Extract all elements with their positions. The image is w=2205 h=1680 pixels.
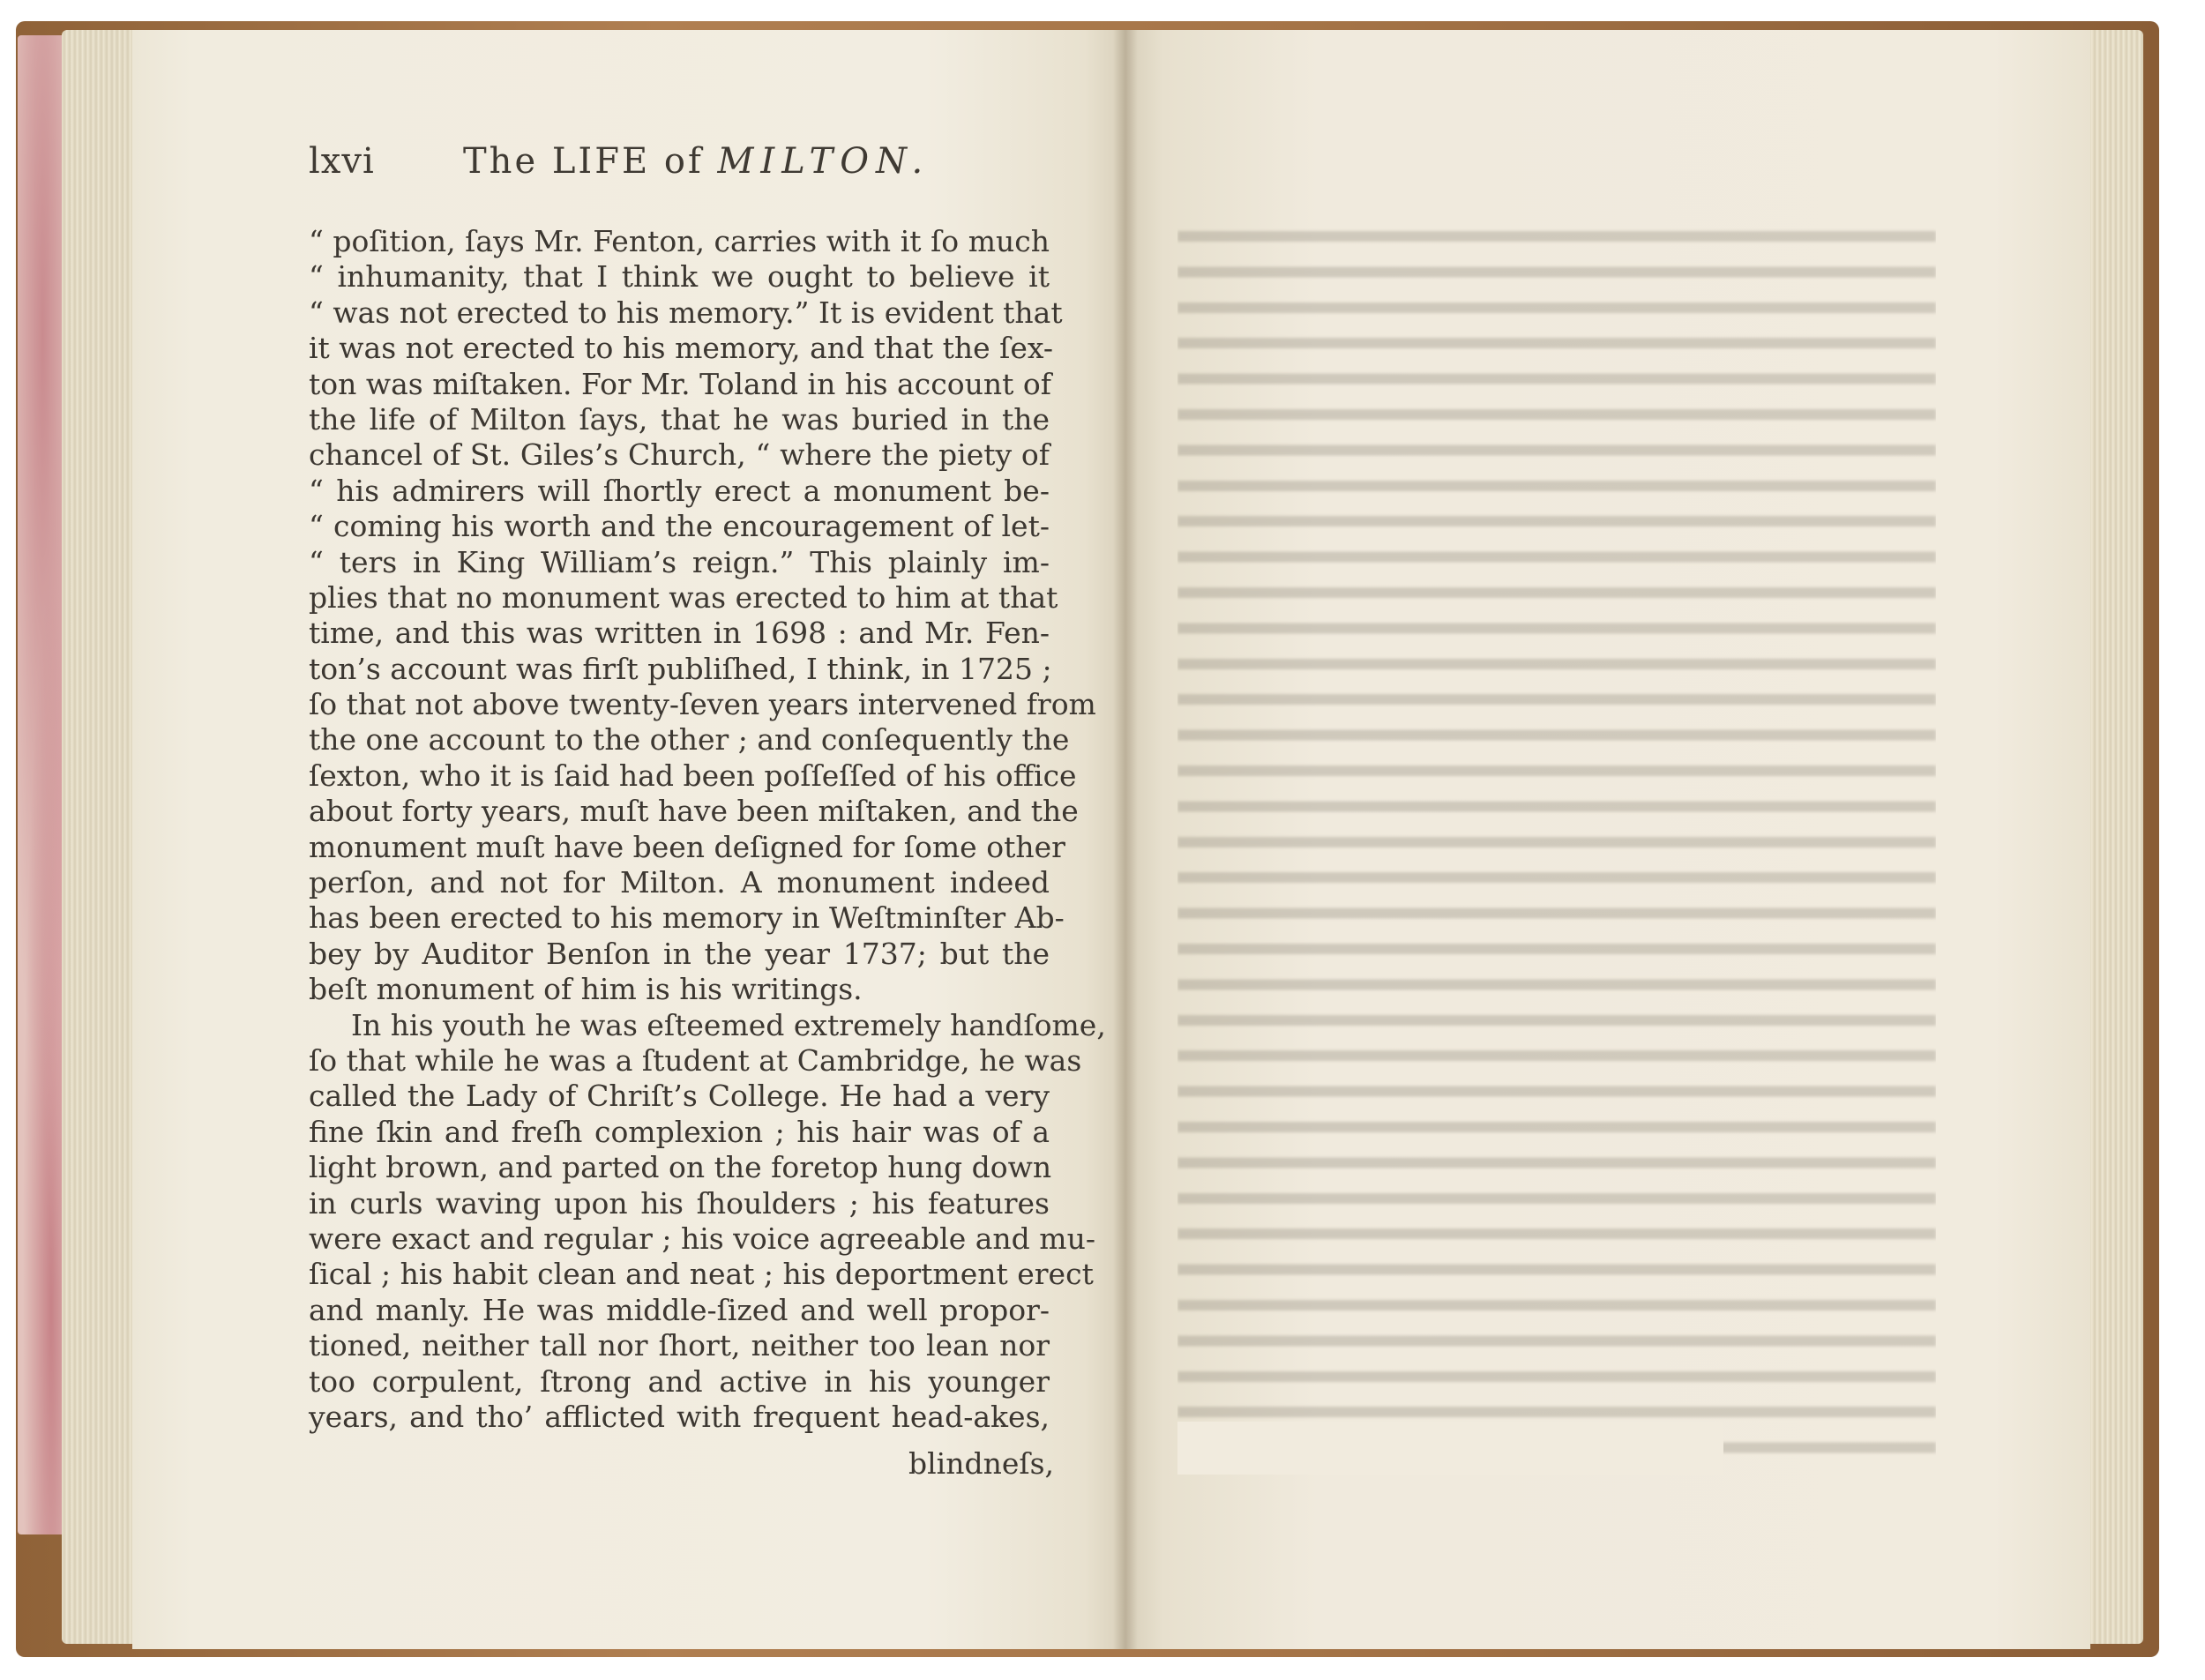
text-line: the one account to the other ; and conſequently the (309, 722, 1070, 758)
page-edges-left (62, 30, 141, 1644)
text-line: “ ters in King William’s reign.” This plainly im- (309, 544, 1050, 579)
text-line: years, and tho’ afflicted with frequent head-akes, (309, 1399, 1050, 1434)
text-line: were exact and regular ; his voice agreeable and mu- (309, 1221, 1095, 1256)
show-through-header (1305, 150, 1976, 194)
show-through-text (1177, 220, 1936, 1473)
text-line: ton was miſtaken. For Mr. Toland in his account of (309, 366, 1051, 401)
text-line: “ his admirers will ſhortly erect a monument be- (309, 473, 1050, 508)
running-title (463, 141, 930, 182)
book-gutter (1113, 30, 1138, 1649)
text-line: ſical ; his habit clean and neat ; his deportment erect (309, 1257, 1094, 1292)
text-line: time, and this was written in 1698 : and Mr. Fen- (309, 616, 1050, 651)
show-through-mask (1177, 1422, 1936, 1475)
running-title-prefix: The LIFE of (463, 141, 704, 182)
catchword: blindneſs, (908, 1446, 1055, 1481)
text-line: monument muſt have been deſigned for ſome other (309, 829, 1065, 864)
text-line: too corpulent, ſtrong and active in his younger (309, 1363, 1050, 1399)
text-line: chancel of St. Giles’s Church, “ where the piety of (309, 437, 1050, 473)
text-line: and manly. He was middle-ſized and well propor- (309, 1292, 1050, 1327)
text-line: in curls waving upon his ſhoulders ; his features (309, 1185, 1050, 1221)
text-line: beſt monument of him is his writings. (309, 972, 863, 1007)
text-line: “ coming his worth and the encouragement of let- (309, 509, 1050, 544)
text-line: fine ſkin and freſh complexion ; his hair was of a (309, 1114, 1050, 1149)
text-line: about forty years, muſt have been miſtaken, and the (309, 794, 1079, 829)
text-line: “ poſition, ſays Mr. Fenton, carries with it ſo much (309, 224, 1050, 258)
text-line: ſo that not above twenty-ſeven years intervened from (309, 687, 1096, 722)
text-line: the life of Milton ſays, that he was buried in the (309, 401, 1050, 437)
running-title-name: MILTON. (717, 141, 931, 182)
page-header (309, 141, 944, 194)
text-line: it was not erected to his memory, and that the ſex- (309, 331, 1054, 366)
text-line: bey by Auditor Benſon in the year 1737; but the (309, 936, 1050, 971)
page-edges-right (2082, 30, 2143, 1644)
text-line: “ was not erected to his memory.” It is evident that (309, 295, 1063, 330)
text-line: tioned, neither tall nor ſhort, neither too lean nor (309, 1328, 1050, 1363)
text-line: light brown, and parted on the foretop hung down (309, 1150, 1052, 1185)
text-line: ſo that while he was a ſtudent at Cambridge, he was (309, 1042, 1082, 1078)
text-line: called the Lady of Chriſt’s College. He had a very (309, 1079, 1050, 1114)
text-line: has been erected to his memory in Weſtminſter Ab- (309, 900, 1065, 936)
text-line: plies that no monument was erected to him at that (309, 579, 1058, 615)
body-text (309, 224, 1106, 1435)
text-line: perſon, and not for Milton. A monument indeed (309, 865, 1050, 900)
text-line: In his youth he was eſteemed extremely handſome, (351, 1007, 1106, 1042)
page-number: lxvi (309, 141, 375, 182)
text-line: “ inhumanity, that I think we ought to believe it (309, 259, 1050, 295)
text-line: ſexton, who it is ſaid had been poſſeſſed of his office (309, 758, 1077, 793)
text-line: ton’s account was firſt publiſhed, I think, in 1725 ; (309, 651, 1052, 686)
